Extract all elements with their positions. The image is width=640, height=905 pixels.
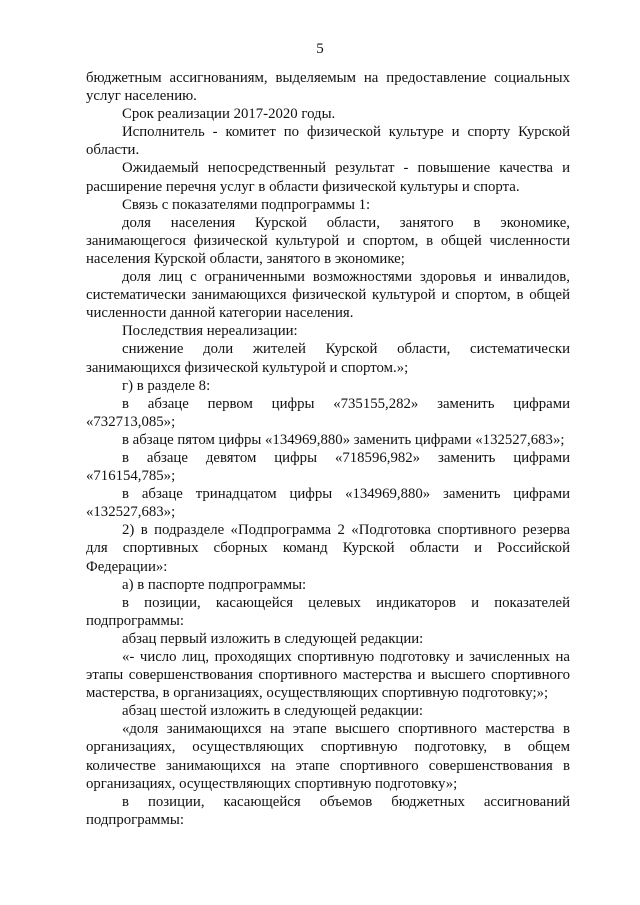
paragraph-quote-1: «- число лиц, проходящих спортивную подготовку и зачисленных на этапы совершенствования спортивного мастерства и высшего спортивного мастерства, в организациях, осуществляющих спортивную подготовку;»; <box>86 649 570 702</box>
paragraph-amend-fifth: в абзаце пятом цифры «134969,880» заменить цифрами «132527,683»; <box>122 431 565 448</box>
paragraph-target-indicators: в позиции, касающейся целевых индикаторов и показателей подпрограммы: <box>86 594 570 629</box>
paragraph-amend-first: в абзаце первом цифры «735155,282» заменить цифрами «732713,085»; <box>86 395 570 430</box>
paragraph-quote-2: «доля занимающихся на этапе высшего спортивного мастерства в организациях, осуществляющих спортивную подготовку, в общем количестве занимающихся на этапе спортивного совершенствования в организациях, осуществляющих спортивную подготовку»; <box>86 721 570 792</box>
paragraph-subprogram-2: 2) в подразделе «Подпрограмма 2 «Подготовка спортивного резерва для спортивных сборных команд Курской области и Российской Федерации»: <box>86 522 570 575</box>
paragraph-sixth-edition: абзац шестой изложить в следующей редакции: <box>122 703 424 720</box>
paragraph-section-8: г) в разделе 8: <box>122 377 211 394</box>
paragraph-decrease: снижение доли жителей Курской области, систематически занимающихся физической культурой и спортом.»; <box>86 341 570 376</box>
paragraph-first-edition: абзац первый изложить в следующей редакции: <box>122 630 424 647</box>
paragraph-continuation: бюджетным ассигнованиям, выделяемым на предоставление социальных услуг населению. <box>86 70 570 105</box>
paragraph-indicator-2: доля лиц с ограниченными возможностями здоровья и инвалидов, систематически занимающихся физической культурой и спортом, в общей численности данной категории населения. <box>86 269 570 322</box>
paragraph-budget-allocations: в позиции, касающейся объемов бюджетных ассигнований подпрограммы: <box>86 793 570 828</box>
paragraph-indicator-1: доля населения Курской области, занятого в экономике, занимающегося физической культурой и спортом, в общей численности населения Курской области, занятого в экономике; <box>86 214 570 267</box>
paragraph-amend-ninth: в абзаце девятом цифры «718596,982» заменить цифрами «716154,785»; <box>86 449 570 485</box>
paragraph-expected-result: Ожидаемый непосредственный результат - повышение качества и расширение перечня услуг в области физической культуры и спорта. <box>86 160 570 195</box>
paragraph-consequences: Последствия нереализации: <box>122 323 298 340</box>
paragraph-amend-thirteenth: в абзаце тринадцатом цифры «134969,880» заменить цифрами «132527,683»; <box>86 486 570 521</box>
paragraph-executor: Исполнитель - комитет по физической культуре и спорту Курской области. <box>86 124 570 159</box>
page-number: 5 <box>316 41 324 57</box>
paragraph-passport: а) в паспорте подпрограммы: <box>122 576 307 593</box>
document-body <box>86 69 570 829</box>
paragraph-link-indicators: Связь с показателями подпрограммы 1: <box>122 196 371 213</box>
paragraph-term: Срок реализации 2017-2020 годы. <box>122 106 336 123</box>
